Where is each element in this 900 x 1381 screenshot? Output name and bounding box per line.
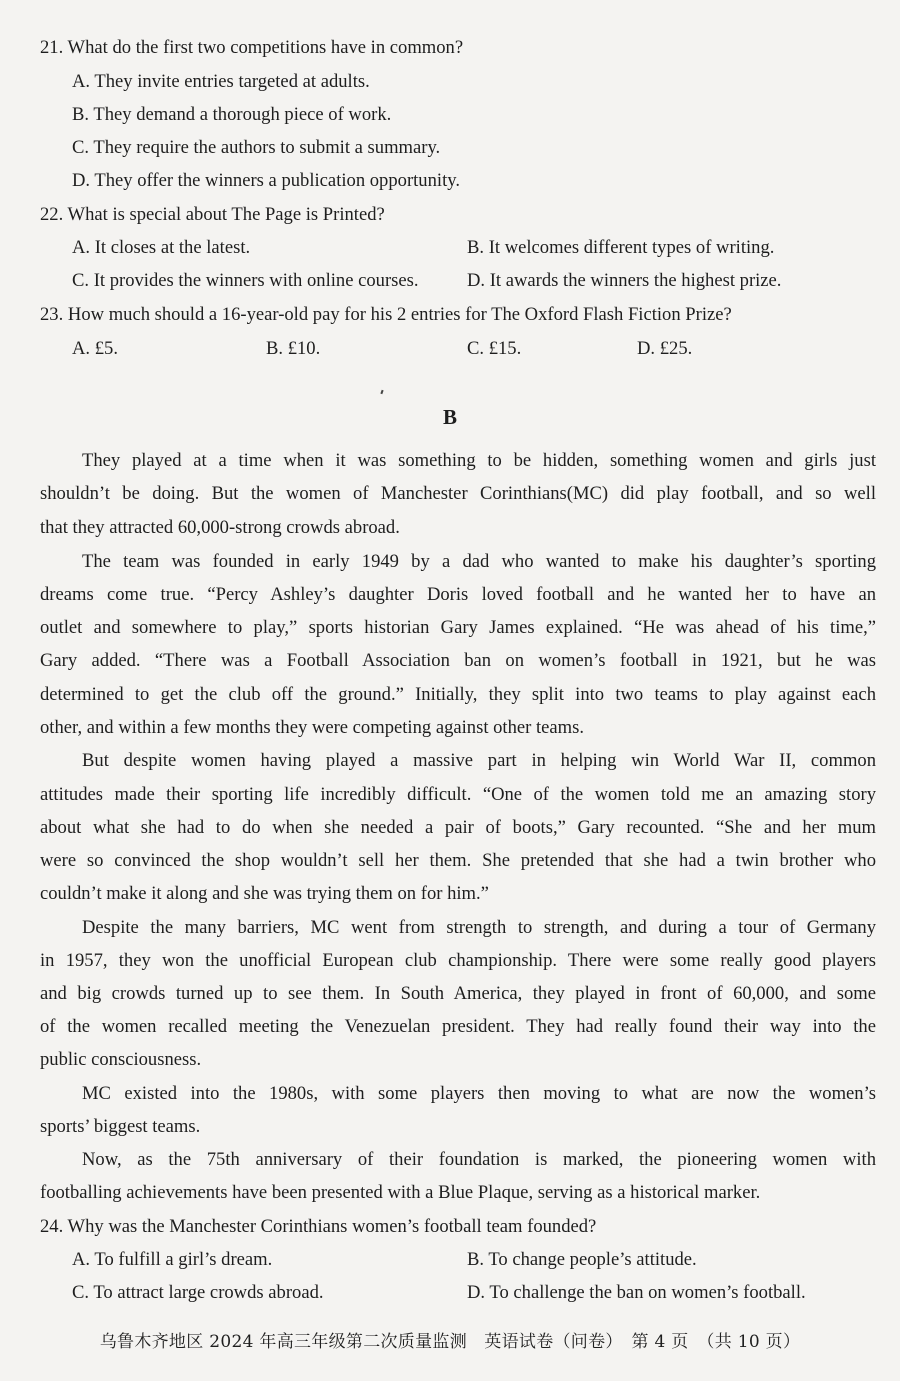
passage-line: sports’ biggest teams.	[40, 1116, 201, 1137]
question-22-option-d: D. It awards the winners the highest prize.	[467, 270, 782, 291]
passage-line: attitudes made their sporting life incredibly difficult. “One of the women told me an amazing story	[40, 784, 876, 805]
question-24-stem: 24. Why was the Manchester Corinthians women’s football team founded?	[40, 1216, 597, 1237]
question-22-option-c: C. It provides the winners with online courses.	[72, 270, 419, 291]
passage-line: MC existed into the 1980s, with some players then moving to what are now the women’s	[82, 1083, 876, 1104]
passage-line: were so convinced the shop wouldn’t sell her them. She pretended that she had a twin brother who	[40, 850, 876, 871]
passage-line: about what she had to do when she needed a pair of boots,” Gary recounted. “She and her mum	[40, 817, 876, 838]
question-24-option-d: D. To challenge the ban on women’s football.	[467, 1282, 806, 1303]
question-21-option-d: D. They offer the winners a publication opportunity.	[72, 170, 460, 191]
question-23-option-a: A. £5.	[72, 338, 118, 359]
passage-line: dreams come true. “Percy Ashley’s daughter Doris loved football and he wanted her to have an	[40, 584, 876, 605]
passage-line: outlet and somewhere to play,” sports historian Gary James explained. “He was ahead of his time,”	[40, 617, 876, 638]
question-22-stem: 22. What is special about The Page is Printed?	[40, 204, 385, 225]
passage-line: Now, as the 75th anniversary of their foundation is marked, the pioneering women with	[82, 1149, 876, 1170]
question-24-option-a: A. To fulfill a girl’s dream.	[72, 1249, 273, 1270]
passage-line: other, and within a few months they were competing against other teams.	[40, 717, 585, 738]
question-24-option-b: B. To change people’s attitude.	[467, 1249, 697, 1270]
page-footer: 乌鲁木齐地区 2024 年高三年级第二次质量监测 英语试卷（问卷） 第 4 页 （共 10 页）	[99, 1332, 801, 1352]
question-23-stem: 23. How much should a 16-year-old pay for his 2 entries for The Oxford Flash Fiction Prize?	[40, 304, 732, 325]
passage-line: Despite the many barriers, MC went from strength to strength, and during a tour of Germany	[82, 917, 876, 938]
question-21-option-b: B. They demand a thorough piece of work.	[72, 104, 392, 125]
question-21-stem: 21. What do the first two competitions have in common?	[40, 37, 464, 58]
passage-line: that they attracted 60,000-strong crowds abroad.	[40, 517, 400, 538]
question-22-option-b: B. It welcomes different types of writing.	[467, 237, 775, 258]
question-21-option-c: C. They require the authors to submit a summary.	[72, 137, 441, 158]
question-21-option-a: A. They invite entries targeted at adults.	[72, 71, 370, 92]
passage-line: shouldn’t be doing. But the women of Manchester Corinthians(MC) did play football, and so well	[40, 483, 876, 504]
passage-line: public consciousness.	[40, 1049, 202, 1070]
question-23-option-d: D. £25.	[637, 338, 693, 359]
passage-line: footballing achievements have been presented with a Blue Plaque, serving as a historical marker.	[40, 1182, 761, 1203]
passage-line: They played at a time when it was something to be hidden, something women and girls just	[82, 450, 876, 471]
passage-line: and big crowds turned up to see them. In South America, they played in front of 60,000, and some	[40, 983, 876, 1004]
passage-line: of the women recalled meeting the Venezuelan president. They had really found their way into the	[40, 1016, 876, 1037]
passage-line: Gary added. “There was a Football Association ban on women’s football in 1921, but he was	[40, 650, 876, 671]
stray-mark	[380, 390, 383, 394]
question-24-option-c: C. To attract large crowds abroad.	[72, 1282, 324, 1303]
question-23-option-b: B. £10.	[266, 338, 321, 359]
passage-line: in 1957, they won the unofficial European club championship. There were some really good players	[40, 950, 876, 971]
passage-line: The team was founded in early 1949 by a dad who wanted to make his daughter’s sporting	[82, 551, 876, 572]
question-23-option-c: C. £15.	[467, 338, 522, 359]
passage-line: determined to get the club off the ground.” Initially, they split into two teams to play against each	[40, 684, 876, 705]
passage-line: But despite women having played a massive part in helping win World War II, common	[82, 750, 876, 771]
section-heading: B	[442, 405, 457, 429]
question-22-option-a: A. It closes at the latest.	[72, 237, 251, 258]
passage-line: couldn’t make it along and she was trying them on for him.”	[40, 883, 489, 904]
